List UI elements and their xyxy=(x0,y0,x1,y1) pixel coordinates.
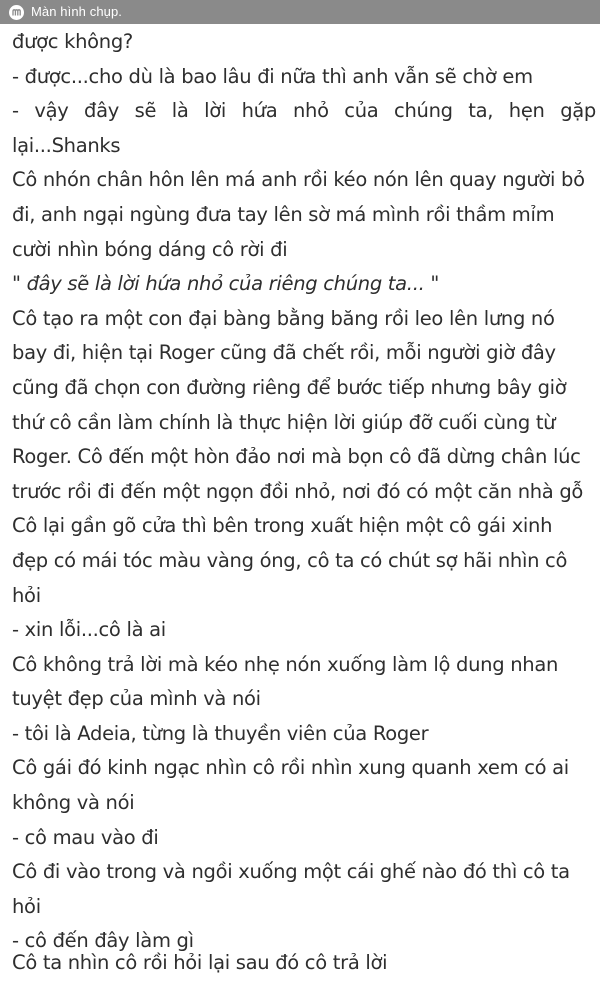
story-line: - tôi là Adeia, từng là thuyền viên của Roger xyxy=(12,721,429,745)
story-line: Cô lại gần gõ cửa thì bên trong xuất hiện một cô gái xinh xyxy=(12,514,553,538)
story-line: Cô nhón chân hôn lên má anh rồi kéo nón lên quay người bỏ xyxy=(12,168,585,192)
story-line: - vậy đây sẽ là lời hứa nhỏ của chúng ta, hẹn gặp xyxy=(12,99,596,123)
story-line-quote: " đây sẽ là lời hứa nhỏ của riêng chúng ta... " xyxy=(12,272,440,296)
story-line-cutoff xyxy=(0,946,600,974)
story-line: lại...Shanks xyxy=(12,133,121,157)
story-line: - xin lỗi...cô là ai xyxy=(12,618,166,642)
story-line: được không? xyxy=(12,30,133,53)
story-line: cũng đã chọn con đường riêng để bước tiếp nhưng bây giờ xyxy=(12,375,567,399)
story-line: Cô không trả lời mà kéo nhẹ nón xuống làm lộ dung nhan xyxy=(12,652,559,676)
story-line: trước rồi đi đến một ngọn đồi nhỏ, nơi đó có một căn nhà gỗ xyxy=(12,479,584,503)
story-line: đi, anh ngại ngùng đưa tay lên sờ má mình rồi thầm mỉm xyxy=(12,202,555,226)
story-line: đẹp có mái tóc màu vàng óng, cô ta có chút sợ hãi nhìn cô xyxy=(12,548,568,572)
status-bar xyxy=(0,0,600,24)
story-line: - cô mau vào đi xyxy=(12,825,159,849)
story-line: cười nhìn bóng dáng cô rời đi xyxy=(12,237,288,261)
story-line: Roger. Cô đến một hòn đảo nơi mà bọn cô đã dừng chân lúc xyxy=(12,445,581,469)
story-text xyxy=(12,25,596,959)
story-line: - được...cho dù là bao lâu đi nữa thì anh vẫn sẽ chờ em xyxy=(12,64,533,88)
story-line-partial: Cô ta nhìn cô rồi hỏi lại sau đó cô trả lời xyxy=(12,951,388,974)
story-line: hỏi xyxy=(12,583,41,607)
story-line: Cô tạo ra một con đại bàng bằng băng rồi leo lên lưng nó xyxy=(12,306,555,330)
story-line: bay đi, hiện tại Roger cũng đã chết rồi, mỗi người giờ đây xyxy=(12,341,556,365)
story-line: thứ cô cần làm chính là thực hiện lời giúp đỡ cuối cùng từ xyxy=(12,410,556,434)
story-line: tuyệt đẹp của mình và nói xyxy=(12,687,261,711)
status-bar-title: Màn hình chụp. xyxy=(31,4,123,19)
story-line: Cô đi vào trong và ngồi xuống một cái ghế nào đó thì cô ta xyxy=(12,860,570,884)
story-line: không và nói xyxy=(12,791,135,815)
story-line: Cô gái đó kinh ngạc nhìn cô rồi nhìn xung quanh xem có ai xyxy=(12,756,569,780)
screenshot-app-icon xyxy=(9,5,24,20)
story-line: - cô đến đây làm gì xyxy=(12,929,194,953)
story-line: hỏi xyxy=(12,894,41,918)
